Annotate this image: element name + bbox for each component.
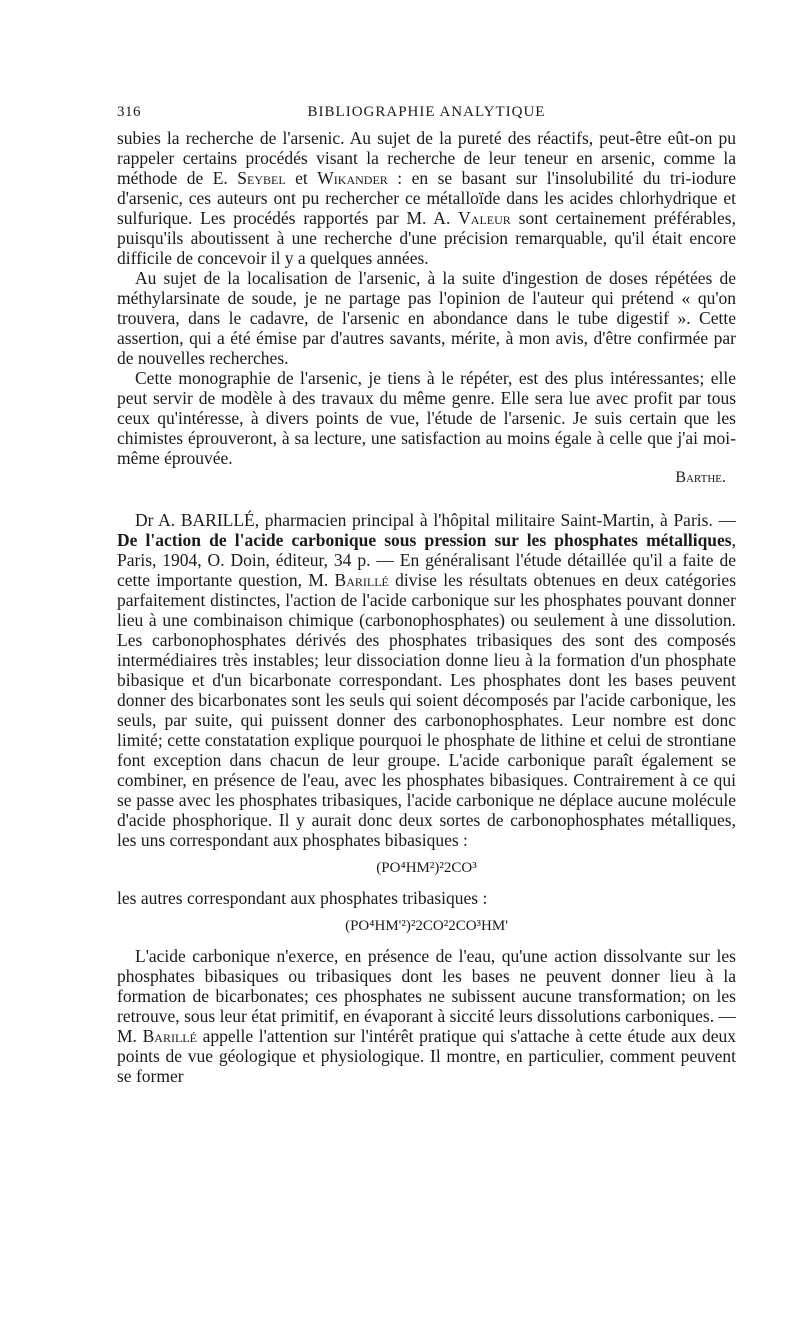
text-run: : en se basant sur l'insolubilité du tri-iodure d'arsenic, ces auteurs ont pu rechercher ce métalloïde dans les acides chlorhydrique et sulfurique. Les procédés rapportés par M. A. [117,168,737,228]
author-name: Seybel [237,168,286,188]
text-run: , pharmacien principal à l'hôpital militaire Saint-Martin, à Paris. — [254,510,736,530]
page-header [117,104,736,128]
running-title: BIBLIOGRAPHIE ANALYTIQUE [307,104,546,120]
section-gap [117,488,736,510]
text-run: divise les résultats obtenues en deux catégories parfaitement distinctes, l'action de l'acide carbonique sur les phosphates pouvant donner lieu à une combinaison chimique (carbonophosphates) ou seulement à une dissolution. Les carbonophosphates dérivés des phosphates tribasiques des sont des composés intermédiaires très instables; leur dissociation donne lieu à la formation d'un phosphate bibasique et d'un bicarbonate correspondant. Les phosphates dont les bases peuvent donner des bicarbonates sont les seuls qui soient décomposés par l'acide carbonique, les seuls, par suite, qui puissent donner des carbonophosphates. Leur nombre est donc limité; cette constatation explique pourquoi le phosphate de lithine et celui de strontiane font exception dans chacun de leur groupe. L'acide carbonique paraît également se combiner, en présence de l'eau, avec les phosphates bibasiques. Contrairement à ce qui se passe avec les phosphates tribasiques, l'acide carbonique ne déplace aucune molécule d'acide phosphorique. Il y aurait donc deux sortes de carbonophosphates métalliques, les uns correspondant aux phosphates bibasiques : [117,570,736,850]
body-text [117,128,736,1086]
review2-author: A. BARILLÉ [158,510,255,530]
text-run: , Paris, 1904, O. Doin, éditeur, 34 p. — En généralisant l'étude détaillée qu'il a faite de cette importante question, M. [117,530,736,590]
page-number: 316 [117,104,141,120]
text-run: subies la recherche de l'arsenic. Au sujet de la pureté des réactifs, peut-être eût-on pu rappeler certains procédés visant la recherche de leur teneur en arsenic, comme la méthode de E. [117,128,736,188]
text-run: sont certainement préférables, puisqu'ils aboutissent à une recherche d'une précision remarquable, qu'il était encore difficile de concevoir il y a quelques années. [117,208,736,268]
author-name: Barillé [334,570,389,590]
review2-between: les autres correspondant aux phosphates tribasiques : [117,888,488,908]
review2-title: De l'action de l'acide carbonique sous pression sur les phosphates métalliques [117,530,732,550]
text-run: appelle l'attention sur l'intérêt pratique qui s'attache à cette étude aux deux points de vue géologique et physiologique. Il montre, en particulier, comment peuvent se former [117,1026,736,1086]
review2-paragraph-2 [117,946,736,1086]
author-name: Valeur [458,208,511,228]
text-run: L'acide carbonique n'exerce, en présence de l'eau, qu'une action dissolvante sur les phosphates bibasiques ou tribasiques dont les bases ne peuvent donner lieu à la formation de bicarbonates; ces phosphates ne subissent aucune transformation; on les retrouve, sous leur état primitif, en évaporant à siccité leurs dissolutions carboniques. — M. [117,946,736,1046]
review1-paragraph-1 [117,128,736,268]
text-run: et [285,168,318,188]
formula-tribasic: (PO⁴HM'²)²2CO²2CO³HM' [345,918,508,934]
formula-bibasic: (PO⁴HM²)²2CO³ [376,860,477,876]
review1-paragraph-3: Cette monographie de l'arsenic, je tiens à le répéter, est des plus intéressantes; elle peut servir de modèle à des travaux du même genre. Elle sera lue avec profit par tous ceux qu'intéresse, à divers points de vue, l'étude de l'arsenic. Je suis certain que les chimistes éprouveront, à sa lecture, une satisfaction au moins égale à celle que j'ai moi-même éprouvée. [117,368,736,468]
review2-paragraph-1 [117,510,736,850]
author-prefix: Dr [135,510,154,530]
author-name: Wikander [317,168,388,188]
review1-paragraph-2: Au sujet de la localisation de l'arsenic, à la suite d'ingestion de doses répétées de méthylarsinate de soude, je ne partage pas l'opinion de l'auteur qui prétend « qu'on trouvera, dans le cadavre, de l'arsenic en abondance dans le tube digestif ». Cette assertion, qui a été émise par d'autres savants, mérite, à mon avis, d'être confirmée par de nouvelles recherches. [117,268,736,368]
review1-signature: Barthe. [675,469,726,486]
author-name: Barillé [142,1026,197,1046]
